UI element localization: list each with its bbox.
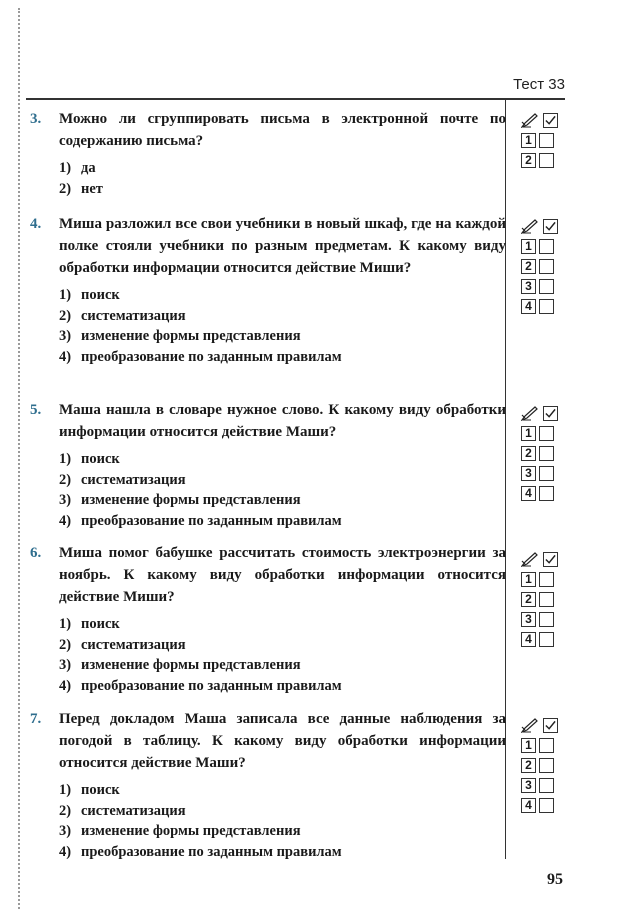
answer-row-3[interactable]: 3 bbox=[521, 611, 565, 627]
answer-header bbox=[521, 405, 565, 421]
question-number: 5. bbox=[30, 402, 42, 418]
question-5 bbox=[30, 399, 506, 531]
answer-row-2[interactable]: 2 bbox=[521, 152, 565, 168]
test-title: Тест 33 bbox=[513, 76, 565, 93]
option-1[interactable]: 1) поиск bbox=[59, 287, 120, 303]
question-number: 6. bbox=[30, 545, 42, 561]
options-list bbox=[30, 614, 506, 696]
answer-header bbox=[521, 218, 565, 234]
answer-row-2[interactable]: 2 bbox=[521, 445, 565, 461]
answer-header bbox=[521, 717, 565, 733]
checkmark-icon bbox=[543, 552, 558, 567]
answer-checkbox[interactable] bbox=[539, 632, 554, 647]
answer-grid-q4 bbox=[521, 218, 565, 318]
option-4[interactable]: 4) преобразование по заданным правилам bbox=[59, 843, 342, 860]
answer-checkbox[interactable] bbox=[539, 466, 554, 481]
answer-row-4[interactable]: 4 bbox=[521, 298, 565, 314]
option-2[interactable]: 2) нет bbox=[59, 180, 103, 197]
question-text: Перед докладом Маша записала все данные наблюдения за погодой в таблицу. К какому виду обработки информации относится действие Маши? bbox=[59, 711, 506, 771]
answer-checkbox[interactable] bbox=[539, 592, 554, 607]
option-3[interactable]: 3) изменение формы представления bbox=[59, 492, 301, 508]
option-4[interactable]: 4) преобразование по заданным правилам bbox=[59, 348, 342, 365]
checkmark-icon bbox=[543, 113, 558, 128]
answer-checkbox[interactable] bbox=[539, 426, 554, 441]
answer-row-2[interactable]: 2 bbox=[521, 258, 565, 274]
options-list bbox=[30, 158, 506, 199]
option-1[interactable]: 1) да bbox=[59, 160, 96, 176]
option-1[interactable]: 1) поиск bbox=[59, 616, 120, 632]
checkmark-icon bbox=[543, 406, 558, 421]
answer-checkbox[interactable] bbox=[539, 446, 554, 461]
pencil-check-icon bbox=[521, 113, 539, 128]
question-text: Миша помог бабушке рассчитать стоимость электроэнергии за ноябрь. К какому виду обработки информации относится действие Миши? bbox=[59, 545, 506, 605]
pencil-check-icon bbox=[521, 552, 539, 567]
answer-row-2[interactable]: 2 bbox=[521, 757, 565, 773]
question-6 bbox=[30, 542, 506, 696]
answer-checkbox[interactable] bbox=[539, 738, 554, 753]
answer-row-4[interactable]: 4 bbox=[521, 797, 565, 813]
option-1[interactable]: 1) поиск bbox=[59, 782, 120, 798]
answer-row-3[interactable]: 3 bbox=[521, 465, 565, 481]
option-3[interactable]: 3) изменение формы представления bbox=[59, 657, 301, 673]
pencil-check-icon bbox=[521, 406, 539, 421]
option-2[interactable]: 2) систематизация bbox=[59, 307, 186, 324]
answer-row-1[interactable]: 1 bbox=[521, 132, 565, 148]
binding-edge bbox=[18, 8, 20, 909]
page-number: 95 bbox=[547, 871, 563, 888]
answer-checkbox[interactable] bbox=[539, 612, 554, 627]
answer-row-3[interactable]: 3 bbox=[521, 777, 565, 793]
answer-checkbox[interactable] bbox=[539, 572, 554, 587]
header-rule bbox=[26, 98, 565, 100]
answer-checkbox[interactable] bbox=[539, 239, 554, 254]
options-list bbox=[30, 449, 506, 531]
question-number: 4. bbox=[30, 216, 42, 232]
answer-checkbox[interactable] bbox=[539, 259, 554, 274]
answer-checkbox[interactable] bbox=[539, 758, 554, 773]
option-2[interactable]: 2) систематизация bbox=[59, 802, 186, 819]
option-3[interactable]: 3) изменение формы представления bbox=[59, 823, 301, 839]
answer-grid-q7 bbox=[521, 717, 565, 817]
option-2[interactable]: 2) систематизация bbox=[59, 636, 186, 653]
checkmark-icon bbox=[543, 219, 558, 234]
answer-row-1[interactable]: 1 bbox=[521, 737, 565, 753]
answer-row-3[interactable]: 3 bbox=[521, 278, 565, 294]
checkmark-icon bbox=[543, 718, 558, 733]
option-4[interactable]: 4) преобразование по заданным правилам bbox=[59, 512, 342, 529]
answer-grid-q5 bbox=[521, 405, 565, 505]
answer-checkbox[interactable] bbox=[539, 798, 554, 813]
answer-grid-q3 bbox=[521, 112, 565, 172]
question-3 bbox=[30, 108, 506, 199]
question-number: 7. bbox=[30, 711, 42, 727]
answer-checkbox[interactable] bbox=[539, 133, 554, 148]
answer-checkbox[interactable] bbox=[539, 299, 554, 314]
option-1[interactable]: 1) поиск bbox=[59, 451, 120, 467]
question-text: Можно ли сгруппировать письма в электронной почте по содержанию письма? bbox=[59, 111, 506, 149]
answer-header bbox=[521, 112, 565, 128]
answer-row-4[interactable]: 4 bbox=[521, 631, 565, 647]
question-7 bbox=[30, 708, 506, 862]
options-list bbox=[30, 780, 506, 862]
question-4 bbox=[30, 213, 506, 367]
question-number: 3. bbox=[30, 111, 42, 127]
option-2[interactable]: 2) систематизация bbox=[59, 471, 186, 488]
answer-row-1[interactable]: 1 bbox=[521, 238, 565, 254]
answer-checkbox[interactable] bbox=[539, 153, 554, 168]
option-4[interactable]: 4) преобразование по заданным правилам bbox=[59, 677, 342, 694]
question-text: Маша нашла в словаре нужное слово. К какому виду обработки информации относится действие Маши? bbox=[59, 402, 506, 440]
answer-header bbox=[521, 551, 565, 567]
answer-checkbox[interactable] bbox=[539, 778, 554, 793]
page-header bbox=[26, 74, 565, 100]
answer-checkbox[interactable] bbox=[539, 486, 554, 501]
answer-checkbox[interactable] bbox=[539, 279, 554, 294]
answer-row-1[interactable]: 1 bbox=[521, 571, 565, 587]
answer-grid-q6 bbox=[521, 551, 565, 651]
question-text: Миша разложил все свои учебники в новый шкаф, где на каждой полке стояли учебники по разным предметам. К какому виду обработки информации относится действие Миши? bbox=[59, 216, 506, 276]
pencil-check-icon bbox=[521, 219, 539, 234]
option-3[interactable]: 3) изменение формы представления bbox=[59, 328, 301, 344]
pencil-check-icon bbox=[521, 718, 539, 733]
answer-row-2[interactable]: 2 bbox=[521, 591, 565, 607]
answer-row-1[interactable]: 1 bbox=[521, 425, 565, 441]
options-list bbox=[30, 285, 506, 367]
answer-row-4[interactable]: 4 bbox=[521, 485, 565, 501]
